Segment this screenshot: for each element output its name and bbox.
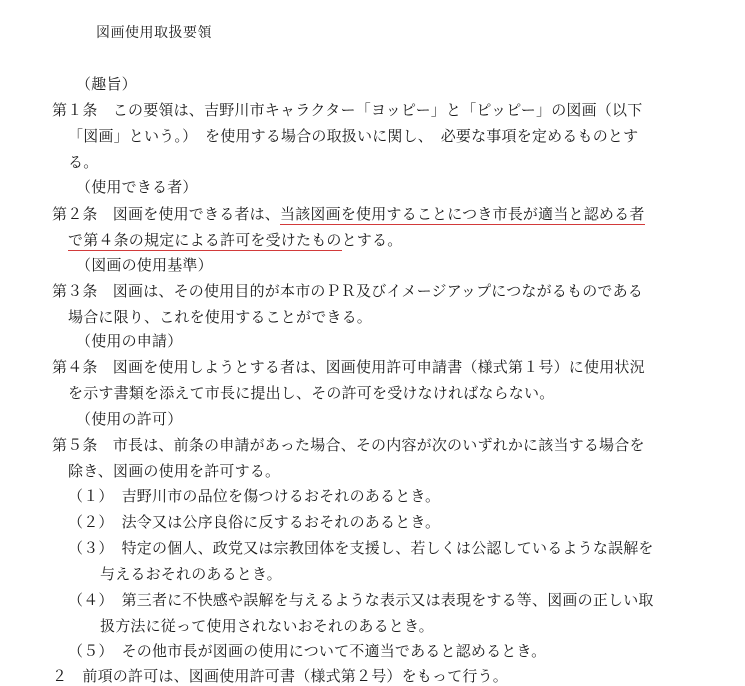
article-2-line-1 (52, 204, 645, 224)
list-item (68, 512, 440, 532)
list-item-text: 特定の個人、政党又は宗教団体を支援し、若しくは公認しているような誤解を (121, 539, 654, 557)
list-item (68, 641, 546, 661)
article-2-highlighted-text-2: で第４条の規定による許可を受けたもの (68, 231, 342, 249)
article-3-line-2: 場合に限り、これを使用することができる。 (68, 308, 373, 326)
list-item (68, 590, 654, 610)
list-item (68, 486, 440, 506)
list-item-continuation: 与えるおそれのあるとき。 (100, 565, 282, 583)
article-1-line-1: 第１条 この要領は、吉野川市キャラクター「ヨッピー」と「ピッピー」の図画（以下 (52, 101, 643, 119)
list-item-text: 第三者に不快感や誤解を与えるような表示又は表現をする等、図画の正しい取 (121, 591, 654, 609)
article-2-line-2 (68, 230, 402, 250)
article-1-line-2: 「図画」という。） を使用する場合の取扱いに関し、 必要な事項を定めるものとす (68, 127, 639, 145)
article-5-line-2: 除き、図画の使用を許可する。 (68, 462, 281, 480)
list-item-number: （３） (68, 539, 114, 557)
list-item-text: 吉野川市の品位を傷つけるおそれのあるとき。 (121, 487, 441, 505)
list-item-number: （４） (68, 591, 114, 609)
article-4-line-2: を示す書類を添えて市長に提出し、その許可を受けなければならない。 (68, 384, 555, 402)
article-5-heading: （使用の許可） (76, 410, 183, 428)
article-5-paragraph-2: ２ 前項の許可は、図画使用許可書（様式第２号）をもって行う。 (52, 667, 509, 685)
article-1-heading: （趣旨） (76, 75, 137, 93)
list-item-number: （５） (68, 642, 114, 660)
list-item-text: その他市長が図画の使用について不適当であると認めるとき。 (121, 642, 547, 660)
article-3-line-1: 第３条 図画は、その使用目的が本市のＰＲ及びイメージアップにつながるものである (52, 282, 644, 300)
article-5-line-1: 第５条 市長は、前条の申請があった場合、その内容が次のいずれかに該当する場合を (52, 436, 645, 454)
document-title: 図画使用取扱要領 (96, 25, 212, 41)
list-item-number: （１） (68, 487, 114, 505)
article-2-highlighted-text-1: 当該図画を使用することにつき市長が適当と認める者 (280, 205, 645, 223)
article-2-heading: （使用できる者） (76, 178, 198, 196)
article-2-line-1-prefix: 第２条 図画を使用できる者は、 (52, 205, 281, 223)
list-item-text: 法令又は公序良俗に反するおそれのあるとき。 (121, 513, 441, 531)
article-3-heading: （図画の使用基準） (76, 256, 213, 274)
article-4-heading: （使用の申請） (76, 332, 183, 350)
list-item (68, 538, 654, 558)
list-item-continuation: 扱方法に従って使用されないおそれのあるとき。 (100, 617, 434, 635)
article-1-line-3: る。 (68, 153, 99, 171)
list-item-number: （２） (68, 513, 114, 531)
article-2-line-2-suffix: とする。 (341, 231, 403, 249)
article-4-line-1: 第４条 図画を使用しようとする者は、図画使用許可申請書（様式第１号）に使用状況 (52, 358, 645, 376)
